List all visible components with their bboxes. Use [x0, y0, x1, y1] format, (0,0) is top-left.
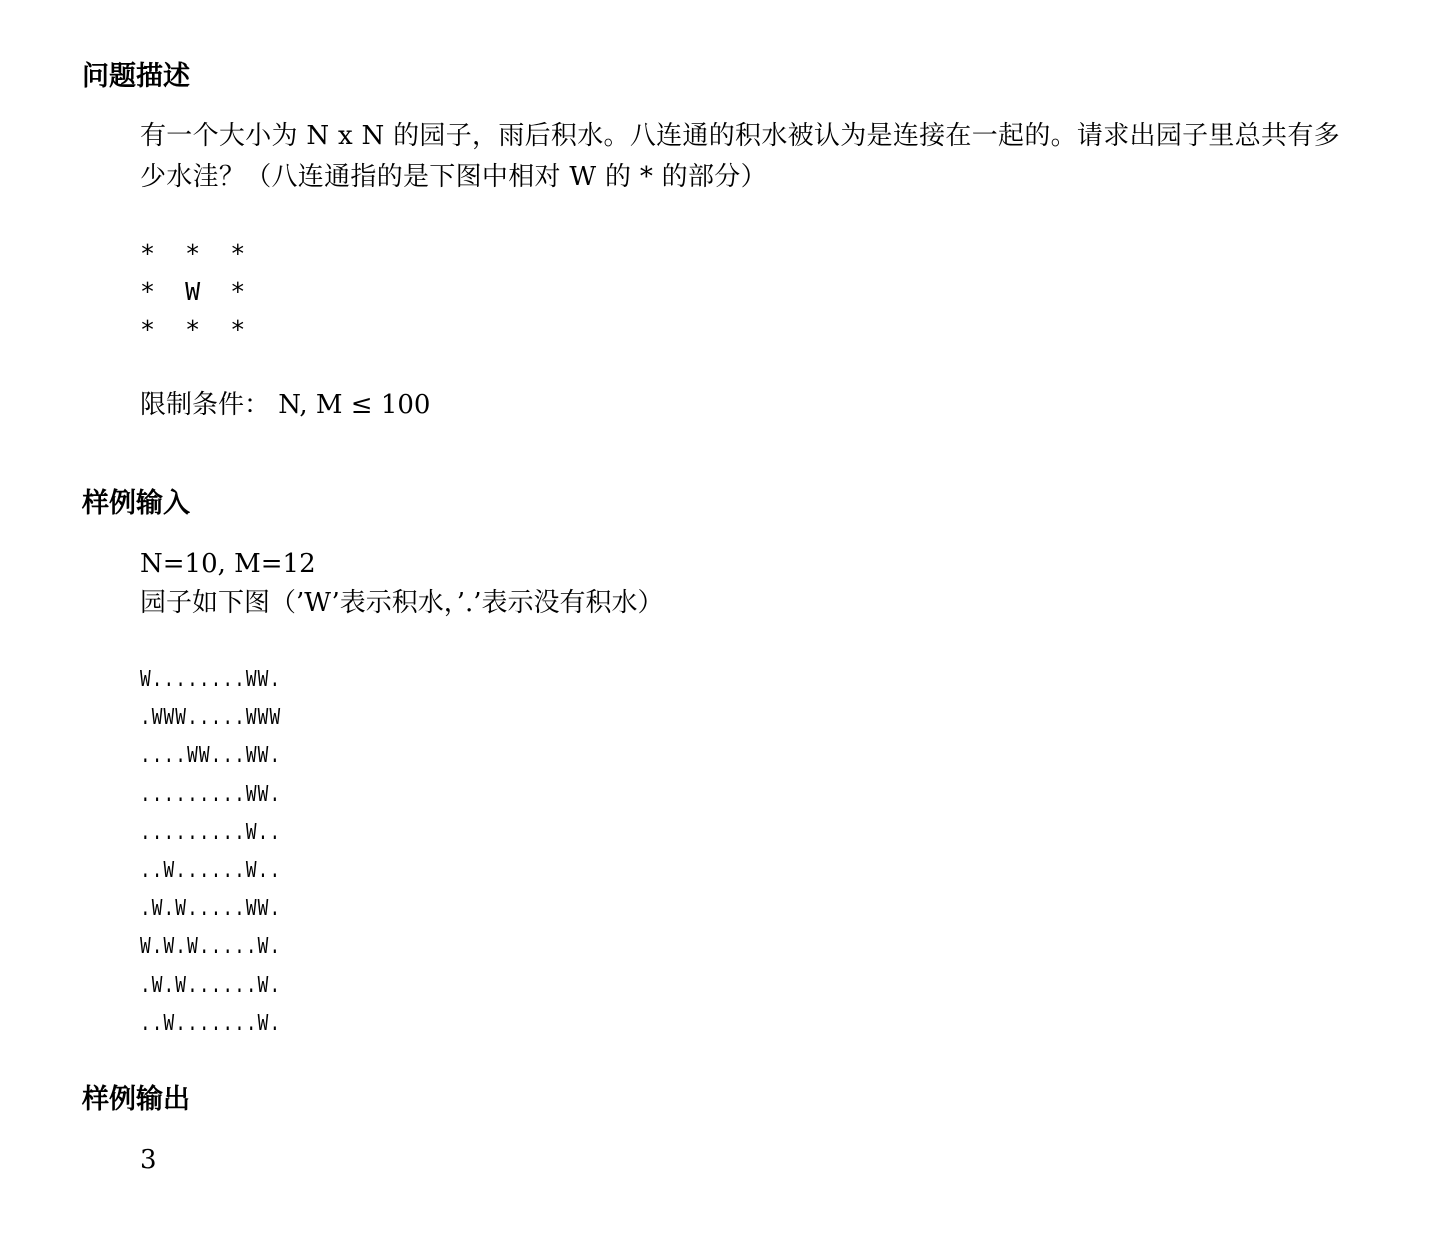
neighborhood-row: * * *	[140, 239, 246, 268]
grid-row: .W.W.....WW.	[140, 896, 282, 924]
grid-row: .........WW.	[140, 781, 282, 809]
grid-row: ..W......W..	[140, 858, 282, 886]
problem-description-heading: 问题描述	[82, 61, 190, 92]
sample-output-heading: 样例输出	[82, 1084, 190, 1115]
garden-grid	[140, 662, 331, 1044]
grid-row: .W.W......W.	[140, 972, 282, 1000]
grid-row: .WWW.....WWW	[140, 705, 282, 733]
grid-row: ....WW...WW.	[140, 743, 282, 771]
grid-row: ..W.......W.	[140, 1010, 282, 1038]
sample-input-heading: 样例输入	[82, 488, 190, 519]
grid-row: W........WW.	[140, 667, 282, 694]
neighborhood-diagram	[140, 235, 245, 349]
constraint-text: 限制条件： N, M ≤ 100	[140, 390, 431, 420]
neighborhood-row: * W *	[140, 277, 246, 306]
problem-description-text: 有一个大小为 N x N 的园子，雨后积水。八连通的积水被认为是连接在一起的。请求出园子里总共有多少水洼？（八连通指的是下图中相对 W 的 * 的部分）	[140, 121, 1340, 192]
neighborhood-row: * * *	[140, 315, 246, 344]
grid-size-line: N=10, M=12	[140, 549, 316, 579]
sample-output-value: 3	[140, 1145, 157, 1175]
grid-caption: 园子如下图（’W’表示积水，’.’表示没有积水）	[140, 588, 664, 618]
grid-row: .........W..	[140, 819, 282, 847]
grid-row: W.W.W.....W.	[140, 934, 282, 962]
